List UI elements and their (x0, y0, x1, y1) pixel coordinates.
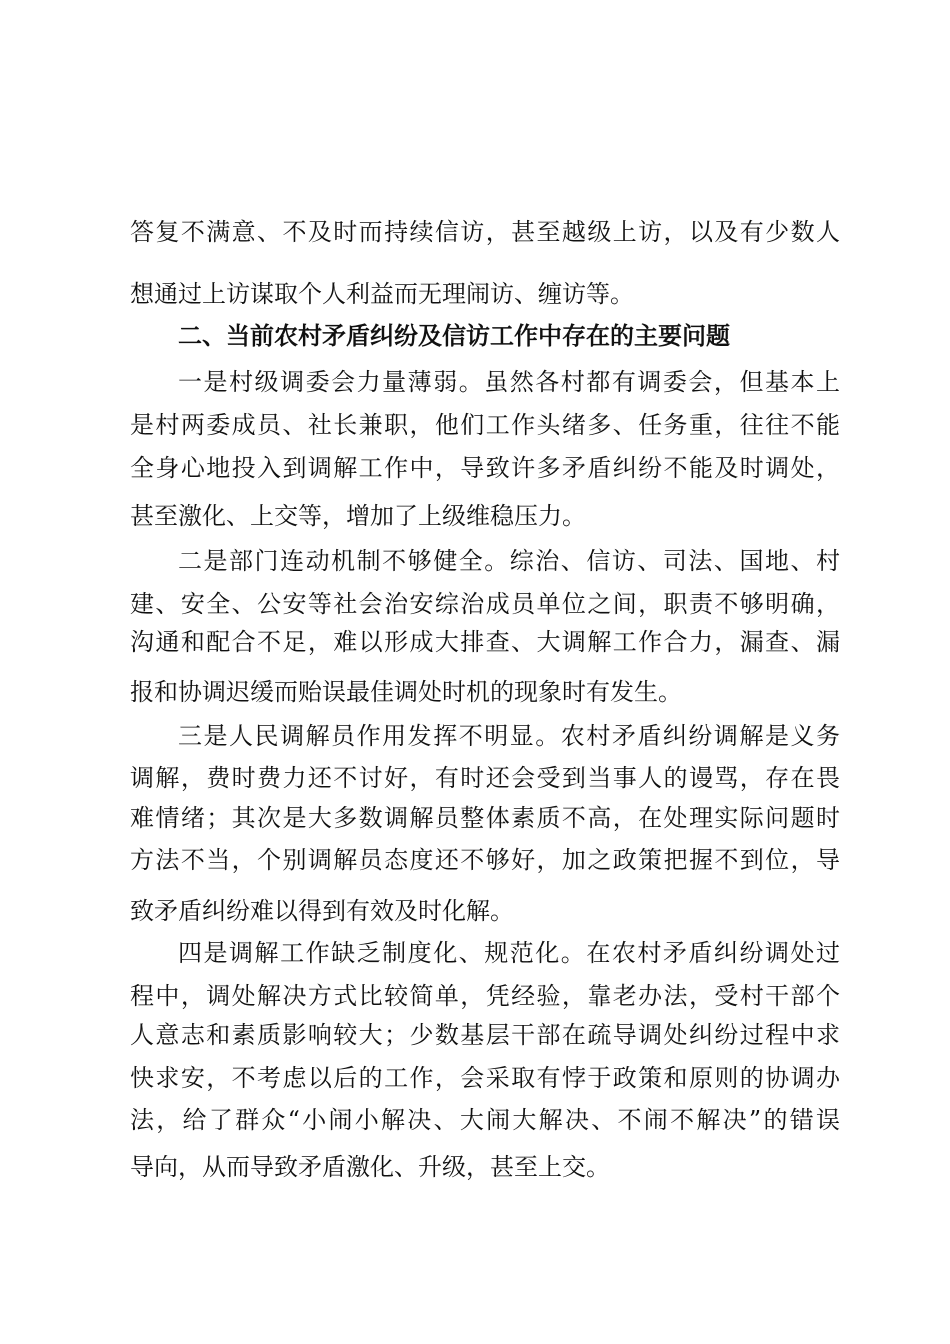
text-line: 想通过上访谋取个人利益而无理闹访、缠访等。 (130, 280, 634, 308)
paragraph-4-line: 法，给了群众“小闹小解决、大闹大解决、不闹不解决”的错误 (130, 1106, 840, 1134)
paragraph-1-line: 全身心地投入到调解工作中，导致许多矛盾纠纷不能及时调处， (130, 454, 840, 482)
paragraph-3-line: 三是人民调解员作用发挥不明显。农村矛盾纠纷调解是义务 (178, 722, 840, 750)
paragraph-1-line: 是村两委成员、社长兼职，他们工作头绪多、任务重，往往不能 (130, 411, 840, 439)
paragraph-2-line: 建、安全、公安等社会治安综治成员单位之间，职责不够明确， (130, 590, 840, 618)
paragraph-4-line: 人意志和素质影响较大；少数基层干部在疏导调处纠纷过程中求 (130, 1021, 840, 1049)
paragraph-1-line: 一是村级调委会力量薄弱。虽然各村都有调委会，但基本上 (178, 368, 840, 396)
paragraph-4-line: 四是调解工作缺乏制度化、规范化。在农村矛盾纠纷调处过 (178, 939, 840, 967)
paragraph-2-line: 二是部门连动机制不够健全。综治、信访、司法、国地、村 (178, 547, 840, 575)
paragraph-3-line: 调解，费时费力还不讨好，有时还会受到当事人的谩骂，存在畏 (130, 764, 840, 792)
paragraph-3-line: 致矛盾纠纷难以得到有效及时化解。 (130, 897, 514, 925)
section-heading: 二、当前农村矛盾纠纷及信访工作中存在的主要问题 (178, 322, 730, 350)
text-line: 答复不满意、不及时而持续信访，甚至越级上访，以及有少数人 (130, 218, 840, 246)
paragraph-3-line: 方法不当，个别调解员态度还不够好，加之政策把握不到位，导 (130, 846, 840, 874)
paragraph-4-line: 快求安，不考虑以后的工作，会采取有悖于政策和原则的协调办 (130, 1064, 840, 1092)
paragraph-2-line: 沟通和配合不足，难以形成大排查、大调解工作合力，漏查、漏 (130, 628, 840, 656)
paragraph-1-line: 甚至激化、上交等，增加了上级维稳压力。 (130, 502, 586, 530)
paragraph-3-line: 难情绪；其次是大多数调解员整体素质不高，在处理实际问题时 (130, 804, 840, 832)
paragraph-4-line: 导向，从而导致矛盾激化、升级，甚至上交。 (130, 1153, 610, 1181)
paragraph-2-line: 报和协调迟缓而贻误最佳调处时机的现象时有发生。 (130, 678, 682, 706)
paragraph-4-line: 程中，调处解决方式比较简单，凭经验，靠老办法，受村干部个 (130, 982, 840, 1010)
